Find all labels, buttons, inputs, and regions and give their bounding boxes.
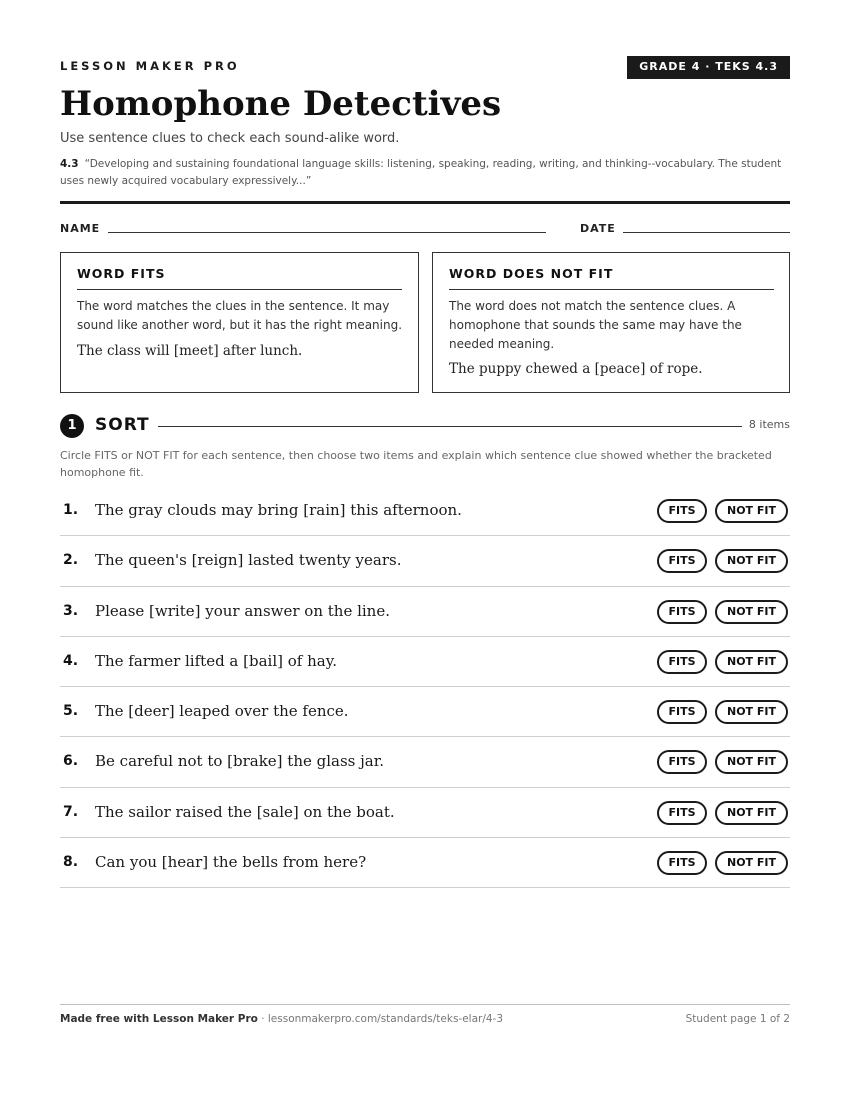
not-fit-choice[interactable]: NOT FIT [715, 549, 788, 573]
standard-statement [60, 156, 790, 190]
word-not-fit-description: The word does not match the sentence clues. A homophone that sounds the same may have the needed meaning. [449, 299, 742, 351]
fits-choice[interactable]: FITS [657, 499, 707, 523]
fits-choice[interactable]: FITS [657, 700, 707, 724]
name-line[interactable] [108, 232, 546, 233]
item-count: 8 items [748, 418, 790, 431]
list-item [60, 687, 790, 737]
date-label: DATE [580, 222, 616, 235]
word-not-fit-box [432, 252, 790, 393]
list-item [60, 838, 790, 888]
section-instructions: Circle FITS or NOT FIT for each sentence, then choose two items and explain which sentence clue showed whether the bracketed homophone fit. [60, 449, 772, 479]
grade-badge: GRADE 4 · TEKS 4.3 [627, 56, 790, 79]
not-fit-choice[interactable]: NOT FIT [715, 750, 788, 774]
list-item [60, 737, 790, 787]
fits-choice[interactable]: FITS [657, 801, 707, 825]
not-fit-choice[interactable]: NOT FIT [715, 600, 788, 624]
not-fit-choice[interactable]: NOT FIT [715, 499, 788, 523]
top-bar [60, 56, 790, 80]
name-label: NAME [60, 222, 101, 235]
not-fit-choice[interactable]: NOT FIT [715, 650, 788, 674]
not-fit-choice[interactable]: NOT FIT [715, 700, 788, 724]
footer [60, 1013, 790, 1025]
standard-text: “Developing and sustaining foundational language skills: listening, speaking, reading, writing, and thinking--vocabulary. The student uses newly acquired vocabulary expressively...” [60, 158, 782, 187]
item-sentence: Can you [hear] the bells from here? [95, 853, 367, 872]
section-header [60, 414, 790, 438]
item-number: 1. [63, 502, 79, 518]
item-number: 7. [63, 803, 79, 820]
item-sentence: The farmer lifted a [bail] of hay. [95, 651, 337, 670]
page-title: Homophone Detectives [60, 84, 502, 124]
word-fits-description: The word matches the clues in the sentence. It may sound like another word, but it has the right meaning. [77, 299, 403, 332]
date-line[interactable] [623, 232, 790, 233]
list-item [60, 587, 790, 637]
item-sentence: The queen's [reign] lasted twenty years. [95, 551, 402, 570]
footer-credit: Made free with Lesson Maker Pro [60, 1013, 258, 1025]
word-fits-box [60, 252, 419, 393]
item-number: 2. [63, 552, 79, 569]
header-divider [60, 201, 790, 204]
not-fit-choice[interactable]: NOT FIT [715, 851, 788, 875]
fits-choice[interactable]: FITS [657, 650, 707, 674]
brand-name: LESSON MAKER PRO [60, 59, 240, 73]
section-number-badge: 1 [60, 414, 84, 438]
list-item [60, 536, 790, 586]
list-item [60, 486, 790, 536]
item-sentence: The sailor raised the [sale] on the boat. [95, 802, 395, 821]
item-sentence: Be careful not to [brake] the glass jar. [95, 752, 385, 771]
footer-divider [60, 1004, 790, 1005]
list-item [60, 637, 790, 687]
section-divider [158, 426, 742, 427]
worksheet-page [60, 0, 790, 1100]
word-fits-heading: WORD FITS [77, 266, 166, 281]
word-fits-example: The class will [meet] after lunch. [77, 343, 303, 359]
item-sentence: Please [write] your answer on the line. [95, 601, 390, 620]
item-sentence: The gray clouds may bring [rain] this afternoon. [95, 501, 462, 519]
item-list [60, 486, 790, 888]
page-indicator: Student page 1 of 2 [685, 1013, 790, 1025]
item-number: 8. [63, 854, 79, 871]
fits-choice[interactable]: FITS [657, 750, 707, 774]
box-divider [77, 289, 402, 290]
section-title: SORT [95, 415, 150, 435]
item-number: 5. [63, 703, 79, 720]
word-not-fit-example: The puppy chewed a [peace] of rope. [449, 361, 703, 377]
fits-choice[interactable]: FITS [657, 600, 707, 624]
page-subtitle: Use sentence clues to check each sound-alike word. [60, 131, 400, 146]
item-sentence: The [deer] leaped over the fence. [95, 702, 349, 721]
fits-choice[interactable]: FITS [657, 851, 707, 875]
word-not-fit-heading: WORD DOES NOT FIT [449, 266, 614, 281]
fits-choice[interactable]: FITS [657, 549, 707, 573]
standard-code: 4.3 [60, 158, 79, 170]
item-number: 4. [63, 652, 79, 669]
footer-url[interactable]: · lessonmakerpro.com/standards/teks-elar/4-3 [257, 1013, 504, 1025]
name-date-row [60, 222, 790, 236]
not-fit-choice[interactable]: NOT FIT [715, 801, 788, 825]
item-number: 6. [63, 753, 79, 770]
item-number: 3. [63, 602, 79, 619]
list-item [60, 788, 790, 838]
box-divider [449, 289, 774, 290]
